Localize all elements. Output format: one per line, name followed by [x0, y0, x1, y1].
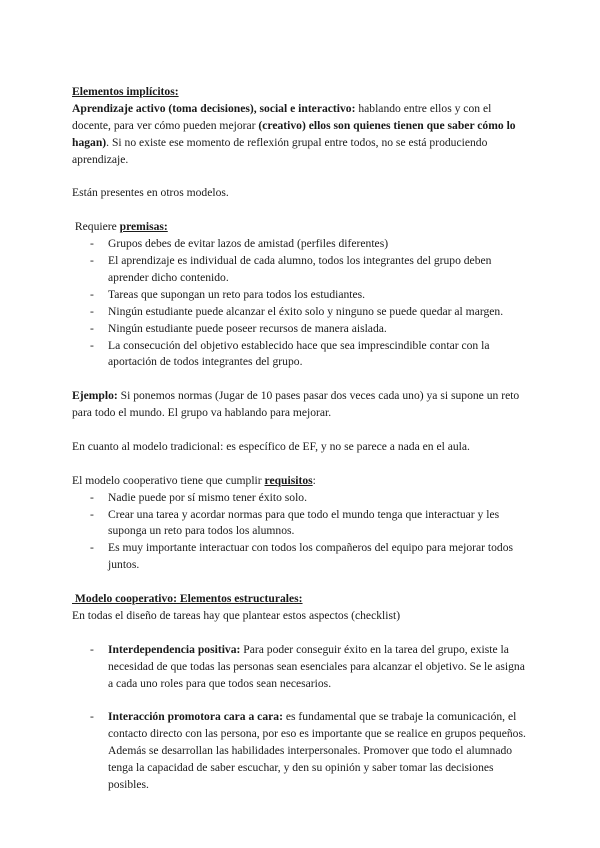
estructurales-list [72, 642, 528, 794]
text-run: . Si no existe ese momento de reflexión grupal entre todos, no se está produciendo aprendizaje. [72, 135, 488, 166]
heading-text: Elementos implícitos: [72, 85, 179, 98]
text-run: : [312, 473, 316, 487]
heading-text: requisitos [264, 473, 313, 487]
list-item: - Ningún estudiante puede alcanzar el éxito solo y ninguno se puede quedar al margen. [72, 304, 528, 321]
text-run: Para poder conseguir éxito en la tarea del grupo, existe la necesidad de que todas las personas sean esenciales para alcanzar el objetivo. Se le asigna a cada uno roles para que todos sean necesarios. [108, 642, 525, 690]
text-run: Requiere [72, 220, 120, 234]
list-item: - Tareas que supongan un reto para todos los estudiantes. [72, 287, 528, 304]
paragraph-ejemplo [72, 388, 528, 422]
bold-phrase: Aprendizaje activo (toma decisiones), social e interactivo: [72, 101, 356, 115]
paragraph-checklist-intro: En todas el diseño de tareas hay que plantear estos aspectos (checklist) [72, 609, 401, 622]
text-run: hablando entre ellos y con el docente, para ver cómo pueden mejorar [72, 101, 492, 132]
list-item: - Es muy importante interactuar con todos los compañeros del equipo para mejorar todos juntos. [72, 540, 528, 574]
list-item: - El aprendizaje es individual de cada alumno, todos los integrantes del grupo deben aprender dicho contenido. [72, 253, 528, 287]
paragraph-otros-modelos: Están presentes en otros modelos. [72, 186, 229, 200]
paragraph-aprendizaje [72, 101, 528, 169]
bold-phrase: Interdependencia positiva: [108, 642, 241, 656]
text-run: El modelo cooperativo tiene que cumplir [72, 473, 265, 487]
bold-phrase: Ejemplo: [72, 389, 118, 403]
text-run: es fundamental que se trabaje la comunicación, el contacto directo con las persona, por eso es importante que se realice en grupos pequeños. Además se desarrollan las habilidades interpersonales. Promover que todo el alumnado tenga la capacidad de saber escuchar, y den su opinión y saber tomar las decisiones posibles. [108, 710, 526, 792]
list-item [72, 709, 528, 794]
premisas-heading [72, 219, 528, 236]
bold-phrase: (creativo) ellos son quienes tienen que saber cómo lo hagan) [72, 118, 516, 149]
heading-text: Modelo cooperativo: Elementos estructurales: [72, 592, 303, 606]
text-run: Si ponemos normas (Jugar de 10 pases pasar dos veces cada uno) ya si supone un reto para todo el mundo. El grupo va hablando para mejorar. [72, 389, 520, 420]
requisitos-list [72, 490, 528, 575]
list-item: - Grupos debes de evitar lazos de amistad (perfiles diferentes) [72, 236, 528, 253]
section-title-elementos-implicitos [72, 84, 528, 101]
bold-phrase: Interacción promotora cara a cara: [108, 710, 283, 724]
list-item: - Nadie puede por sí mismo tener éxito solo. [72, 490, 528, 507]
list-item [72, 642, 528, 693]
section-title-elementos-estructurales [72, 591, 528, 608]
paragraph-tradicional: En cuanto al modelo tradicional: es específico de EF, y no se parece a nada en el aula. [72, 439, 470, 453]
premisas-list [72, 236, 528, 371]
list-item: - Crear una tarea y acordar normas para que todo el mundo tenga que interactuar y les suponga un reto para todos los alumnos. [72, 507, 528, 541]
list-item: - La consecución del objetivo establecido hace que sea imprescindible contar con la aportación de todos integrantes del grupo. [72, 338, 528, 372]
document-page [72, 84, 528, 794]
requisitos-heading [72, 473, 528, 490]
list-item: - Ningún estudiante puede poseer recursos de manera aislada. [72, 321, 528, 338]
heading-text: premisas: [119, 220, 168, 234]
